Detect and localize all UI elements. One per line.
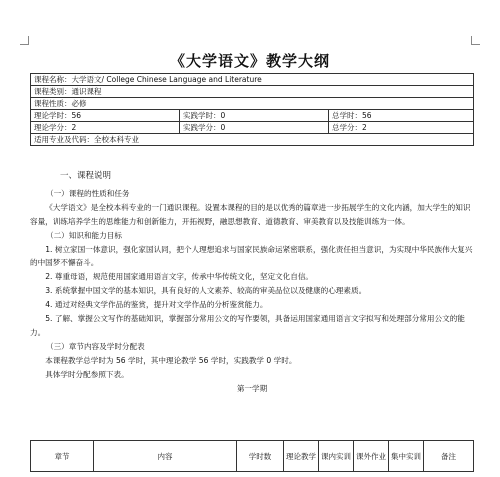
table-header-cell: 课内实训 bbox=[319, 441, 354, 472]
course-category-cell: 课程类别：通识课程 bbox=[31, 86, 474, 98]
goal-item: 2. 尊重母语，规范使用国家通用语言文字，传承中华传统文化，坚定文化自信。 bbox=[45, 272, 314, 282]
theory-credits-cell: 理论学分：2 bbox=[31, 122, 180, 134]
table-header-cell: 集中实训 bbox=[389, 441, 424, 472]
crop-mark bbox=[471, 36, 480, 45]
goal-item: 3. 系统掌握中国文学的基本知识，具有良好的人文素养、较高的审美品位以及健康的心理素质。 bbox=[45, 286, 367, 296]
table-header-cell: 理论教学 bbox=[284, 441, 319, 472]
table-header-cell: 学时数 bbox=[237, 441, 284, 472]
subsection-heading: （一）课程的性质和任务 bbox=[46, 188, 130, 198]
semester-label: 第一学期 bbox=[236, 383, 268, 393]
table-header-cell: 课外作业 bbox=[354, 441, 389, 472]
goal-item: 1. 树立家国一体意识，强化家国认同，把个人理想追求与国家民族命运紧密联系，强化责任担当意识，为实现中华民族伟大复兴的中国梦不懈奋斗。 bbox=[30, 244, 473, 268]
document-body bbox=[30, 170, 474, 396]
document-title: 《大学语文》教学大纲 bbox=[169, 52, 330, 70]
major-cell: 适用专业及代码：全校本科专业 bbox=[31, 134, 474, 146]
course-name-cell: 课程名称：大学语文/ College Chinese Language and Literature bbox=[31, 74, 474, 86]
total-hours-cell: 总学时：56 bbox=[329, 110, 474, 122]
course-info-table bbox=[30, 73, 474, 146]
crop-mark bbox=[20, 36, 29, 45]
paragraph: 具体学时分配参照下表。 bbox=[45, 369, 129, 379]
schedule-table bbox=[30, 440, 474, 472]
course-nature-cell: 课程性质：必修 bbox=[31, 98, 474, 110]
total-credits-cell: 总学分：2 bbox=[329, 122, 474, 134]
table-header-cell: 章节 bbox=[31, 441, 94, 472]
subsection-heading: （三）章节内容及学时分配表 bbox=[46, 341, 145, 351]
table-header-cell: 内容 bbox=[94, 441, 237, 472]
table-header-cell: 备注 bbox=[424, 441, 474, 472]
goal-item: 4. 通过对经典文学作品的鉴赏，提升对文学作品的分析鉴赏能力。 bbox=[45, 300, 268, 310]
theory-hours-cell: 理论学时：56 bbox=[31, 110, 180, 122]
practice-hours-cell: 实践学时：0 bbox=[180, 110, 329, 122]
subsection-heading: （二）知识和能力目标 bbox=[46, 230, 122, 240]
section-heading: 一、课程说明 bbox=[60, 171, 112, 181]
goal-item: 5. 了解、掌握公文写作的基础知识，掌握部分常用公文的写作要领，具备运用国家通用语言文字拟写和处理部分常用公文的能力。 bbox=[30, 314, 465, 337]
paragraph: 《大学语文》是全校本科专业的一门通识课程。设置本课程的目的是以优秀的篇章进一步拓展学生的文化内涵，加大学生的知识容量，训练培养学生的思维能力和创新能力，开拓视野，融思想教育、道德教育、审美教育以及技能训练为一体。 bbox=[30, 202, 471, 226]
paragraph: 本课程教学总学时为 56 学时，其中理论教学 56 学时，实践教学 0 学时。 bbox=[45, 355, 297, 365]
practice-credits-cell: 实践学分：0 bbox=[180, 122, 329, 134]
